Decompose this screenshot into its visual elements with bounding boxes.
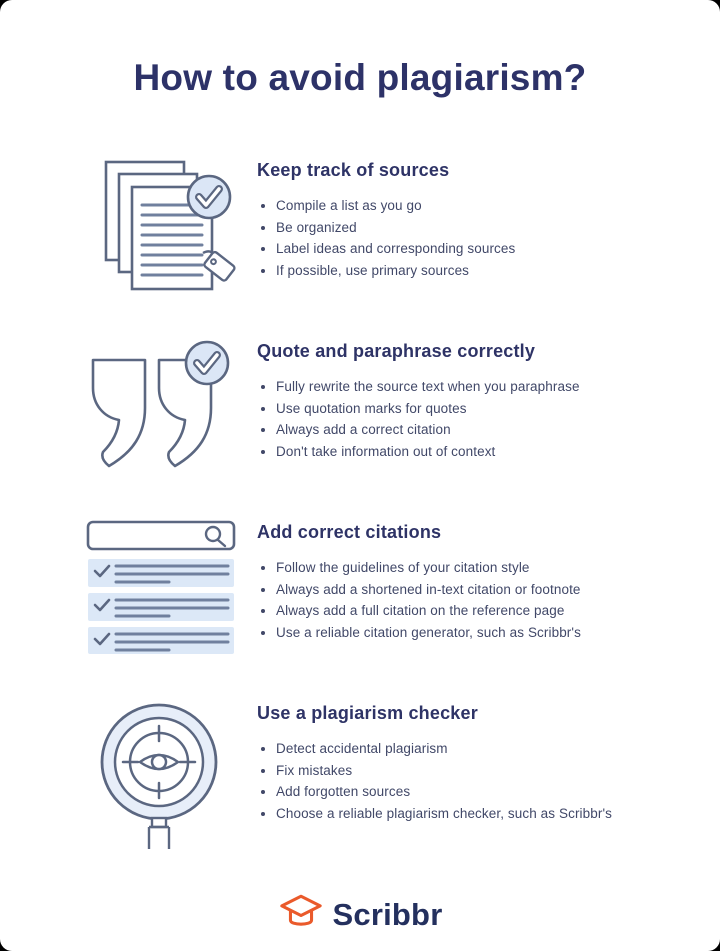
- quotation-marks-check-icon: [85, 338, 237, 473]
- section-quote-and-paraphrase: [0, 338, 720, 479]
- section-text: [257, 519, 690, 643]
- section-text: [257, 338, 690, 462]
- graduation-cap-icon: [278, 892, 324, 937]
- section-text: [257, 700, 690, 824]
- section-heading: Use a plagiarism checker: [257, 703, 478, 723]
- bullet-item: • Always add a full citation on the reference page: [276, 600, 690, 622]
- bullet-item: • Label ideas and corresponding sources: [276, 238, 690, 260]
- bullet-item: • Compile a list as you go: [276, 195, 690, 217]
- section-keep-track-of-sources: [0, 157, 720, 298]
- section-heading: Keep track of sources: [257, 160, 450, 180]
- bullet-item: • Choose a reliable plagiarism checker, such as Scribbr's: [276, 803, 690, 825]
- bullet-item: • Fix mistakes: [276, 760, 690, 782]
- search-checklist-icon: [85, 519, 237, 654]
- section-heading: Add correct citations: [257, 522, 442, 542]
- page-title: How to avoid plagiarism?: [133, 57, 587, 98]
- bullet-item: • Add forgotten sources: [276, 781, 690, 803]
- bullet-item: • Follow the guidelines of your citation style: [276, 557, 690, 579]
- section-heading: Quote and paraphrase correctly: [257, 341, 536, 361]
- bullet-list: [257, 557, 690, 643]
- brand-name: Scribbr: [332, 896, 443, 932]
- bullet-item: • If possible, use primary sources: [276, 260, 690, 282]
- bullet-item: • Be organized: [276, 217, 690, 239]
- section-text: [257, 157, 690, 281]
- section-use-plagiarism-checker: [0, 700, 720, 850]
- bullet-list: [257, 738, 690, 824]
- bullet-item: • Detect accidental plagiarism: [276, 738, 690, 760]
- section-add-correct-citations: [0, 519, 720, 660]
- footer-brand: [0, 892, 720, 937]
- magnifier-eye-icon: [85, 700, 237, 850]
- bullet-list: [257, 195, 690, 281]
- bullet-item: • Don't take information out of context: [276, 441, 690, 463]
- bullet-item: • Always add a shortened in-text citation or footnote: [276, 579, 690, 601]
- bullet-item: • Use quotation marks for quotes: [276, 398, 690, 420]
- bullet-item: • Use a reliable citation generator, such as Scribbr's: [276, 622, 690, 644]
- bullet-item: • Always add a correct citation: [276, 419, 690, 441]
- documents-check-tag-icon: [85, 157, 237, 292]
- bullet-list: [257, 376, 690, 462]
- bullet-item: • Fully rewrite the source text when you paraphrase: [276, 376, 690, 398]
